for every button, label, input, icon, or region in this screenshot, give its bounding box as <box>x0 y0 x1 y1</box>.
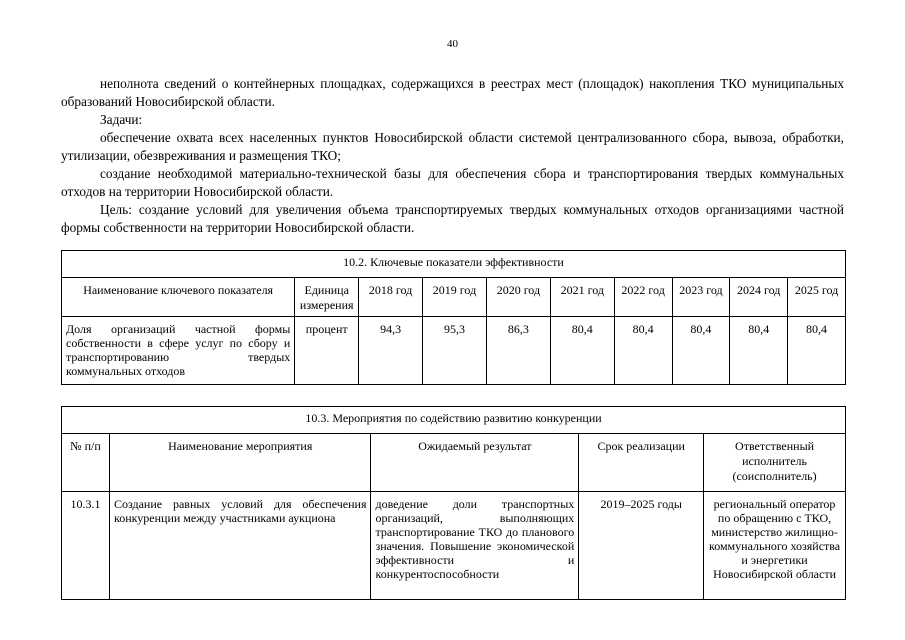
activities-row-num: 10.3.1 <box>62 492 110 600</box>
activities-row-responsible: региональный оператор по обращению с ТКО, министерство жилищно-коммунального хозяйства и энергетики Новосибирской области <box>704 492 846 600</box>
kpi-header-year: 2021 год <box>550 278 614 317</box>
kpi-table-caption: 10.2. Ключевые показатели эффективности <box>62 251 846 278</box>
paragraph: создание необходимой материально-технической базы для обеспечения сбора и транспортирования твердых коммунальных отходов на территории Новосибирской области. <box>61 166 844 199</box>
kpi-row-value: 80,4 <box>788 317 846 385</box>
page-number: 40 <box>447 38 458 50</box>
kpi-row-name: Доля организаций частной формы собственности в сфере услуг по сбору и транспортированию твердых коммунальных отходов <box>62 317 295 385</box>
kpi-header-year: 2024 год <box>730 278 788 317</box>
kpi-header-year: 2025 год <box>788 278 846 317</box>
kpi-header-year: 2019 год <box>423 278 487 317</box>
kpi-header-year: 2022 год <box>614 278 672 317</box>
activities-row-name: Создание равных условий для обеспечения конкуренции между участниками аукциона <box>109 492 371 600</box>
kpi-header-name: Наименование ключевого показателя <box>62 278 295 317</box>
paragraph: неполнота сведений о контейнерных площадках, содержащихся в реестрах мест (площадок) накопления ТКО муниципальных образований Новосибирской области. <box>61 76 844 109</box>
activities-row-result: доведение доли транспортных организаций, выполняющих транспортирование ТКО до планового значения. Повышение экономической эффективности и конкурентоспособности <box>371 492 579 600</box>
kpi-row-value: 86,3 <box>486 317 550 385</box>
paragraph: Цель: создание условий для увеличения объема транспортируемых твердых коммунальных отходов организациями частной формы собственности на территории Новосибирской области. <box>61 202 844 235</box>
activities-header-result: Ожидаемый результат <box>371 434 579 492</box>
activities-header-name: Наименование мероприятия <box>109 434 371 492</box>
kpi-row-value: 80,4 <box>672 317 730 385</box>
kpi-row-unit: процент <box>295 317 359 385</box>
kpi-header-year: 2023 год <box>672 278 730 317</box>
kpi-row-value: 80,4 <box>730 317 788 385</box>
activities-table <box>61 406 846 600</box>
paragraph: обеспечение охвата всех населенных пунктов Новосибирской области системой централизованного сбора, вывоза, обработки, утилизации, обезвреживания и размещения ТКО; <box>61 130 844 163</box>
kpi-row-value: 94,3 <box>359 317 423 385</box>
activities-table-caption: 10.3. Мероприятия по содействию развитию конкуренции <box>62 407 846 434</box>
kpi-row-value: 80,4 <box>614 317 672 385</box>
table-row <box>62 492 846 600</box>
kpi-table <box>61 250 846 385</box>
body-text <box>61 75 844 237</box>
kpi-row-value: 80,4 <box>550 317 614 385</box>
activities-row-term: 2019–2025 годы <box>579 492 704 600</box>
kpi-row-value: 95,3 <box>423 317 487 385</box>
activities-header-num: № п/п <box>62 434 110 492</box>
paragraph: Задачи: <box>100 112 143 127</box>
activities-header-responsible: Ответственный исполнитель (соисполнитель) <box>704 434 846 492</box>
table-row <box>62 317 846 385</box>
kpi-header-year: 2018 год <box>359 278 423 317</box>
kpi-header-unit: Единица измерения <box>295 278 359 317</box>
activities-header-term: Срок реализации <box>579 434 704 492</box>
kpi-header-year: 2020 год <box>486 278 550 317</box>
